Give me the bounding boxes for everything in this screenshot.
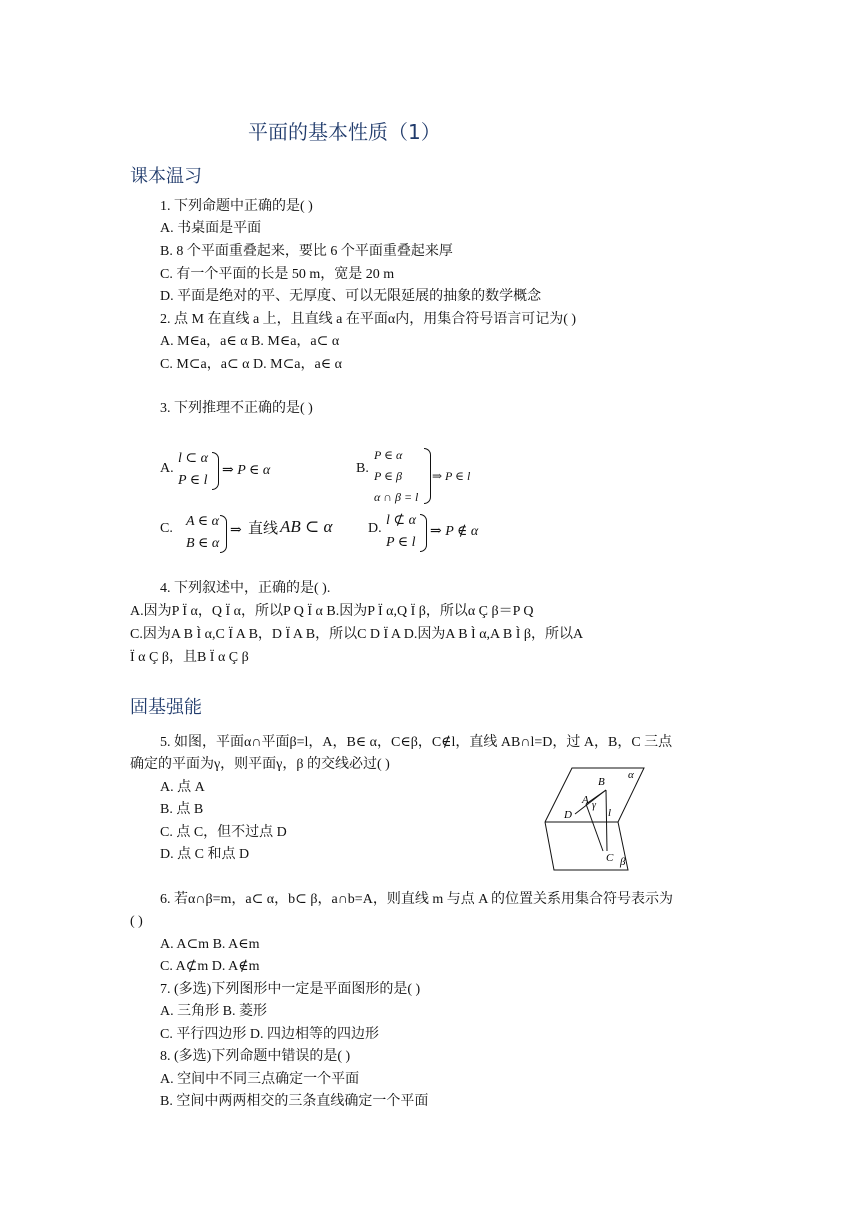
q1-option-b: B. 8 个平面重叠起来，要比 6 个平面重叠起来厚 — [160, 244, 453, 259]
q5-figure-label-beta: β — [620, 856, 626, 868]
q8-option-a: A. 空间中不同三点确定一个平面 — [160, 1072, 360, 1087]
q3-option-c-premise2: B ∈ α — [186, 536, 220, 551]
q3-option-a-conclusion: ⇒ P ∈ α — [222, 463, 271, 478]
page-title: 平面的基本性质（1） — [248, 120, 441, 144]
q3-option-c-label: C. — [160, 521, 173, 536]
q8-stem: 8. (多选)下列命题中错误的是( ) — [160, 1049, 351, 1064]
q7-stem: 7. (多选)下列图形中一定是平面图形的是( ) — [160, 982, 421, 997]
q7-options-ab: A. 三角形 B. 菱形 — [160, 1004, 267, 1019]
q3-option-c-premise1: A ∈ α — [186, 514, 220, 529]
q6-options-cd: C. A⊄m D. A∉m — [160, 959, 260, 974]
q3-option-d-label: D. — [368, 521, 382, 536]
q5-figure-label-a: A — [582, 794, 589, 806]
q3-option-d-brace — [420, 514, 427, 552]
q3-option-b-brace — [424, 448, 431, 504]
q1-option-d: D. 平面是绝对的平、无厚度、可以无限延展的抽象的数学概念 — [160, 289, 542, 304]
q5-option-d: D. 点 C 和点 D — [160, 847, 250, 862]
q3-option-c-conclusion-math: AB ⊂ α — [280, 517, 333, 536]
q1-option-a: A. 书桌面是平面 — [160, 221, 262, 236]
q3-option-c-conclusion-text: 直线 — [248, 521, 279, 537]
q3-option-c-arrow: ⇒ — [230, 523, 242, 538]
q5-figure-label-b: B — [598, 776, 605, 788]
q5-option-c: C. 点 C，但不过点 D — [160, 825, 287, 840]
q1-option-c: C. 有一个平面的长是 50 m，宽是 20 m — [160, 267, 395, 282]
q3-option-a-premise2: P ∈ l — [178, 473, 208, 488]
q5-option-a: A. 点 A — [160, 780, 205, 795]
q3-option-a-premise1: l ⊂ α — [178, 451, 208, 466]
section-heading-review: 课本温习 — [130, 166, 202, 187]
q5-option-b: B. 点 B — [160, 802, 204, 817]
q5-figure-label-l: l — [608, 807, 612, 819]
q2-options-ab: A. M∈a，a∈ α B. M∈a，a⊂ α — [160, 334, 340, 349]
q3-option-b-label: B. — [356, 461, 369, 476]
q5-stem-line-1: 5. 如图，平面α∩平面β=l，A，B∈ α，C∈β，C∉l，直线 AB∩l=D，过 A，B，C 三点 — [160, 735, 673, 750]
q5-figure-label-gamma: γ — [592, 800, 596, 811]
q1-stem: 1. 下列命题中正确的是( ) — [160, 199, 313, 214]
q2-options-cd: C. M⊂a，a⊂ α D. M⊂a，a∈ α — [160, 357, 342, 372]
q3-option-b-conclusion: ⇒ P ∈ l — [432, 469, 471, 483]
section-heading-consolidate: 固基强能 — [130, 697, 202, 718]
q3-option-d-premise1: l ⊄ α — [386, 513, 416, 528]
q3-option-a-label: A. — [160, 461, 174, 476]
q3-option-a-brace — [212, 452, 219, 490]
q4-line-3: Ï α Ç β，且B Ï α Ç β — [130, 650, 249, 665]
q3-stem: 3. 下列推理不正确的是( ) — [160, 401, 313, 416]
q6-options-ab: A. A⊂m B. A∈m — [160, 937, 260, 952]
q3-option-b-premise2: P ∈ β — [374, 469, 402, 483]
q5-stem-line-2: 确定的平面为γ，则平面γ，β 的交线必过( ) — [130, 757, 390, 772]
q6-stem-line-2: ( ) — [130, 914, 143, 929]
q4-line-2: C.因为A B Ì α,C Ï A B，D Ï A B，所以C D Ï A D.因为A B Ì α,A B Ì β，所以A — [130, 627, 584, 642]
q3-option-c-brace — [220, 515, 227, 553]
q6-stem-line-1: 6. 若α∩β=m，a⊂ α，b⊂ β，a∩b=A，则直线 m 与点 A 的位置关系用集合符号表示为 — [160, 892, 674, 907]
q7-options-cd: C. 平行四边形 D. 四边相等的四边形 — [160, 1027, 379, 1042]
q5-figure-label-alpha: α — [628, 769, 634, 781]
q4-line-1: A.因为P Ï α，Q Ï α，所以P Q Ï α B.因为P Ï α,Q Ï β，所以α Ç β＝P Q — [130, 604, 534, 619]
q2-stem: 2. 点 M 在直线 a 上，且直线 a 在平面α内，用集合符号语言可记为( ) — [160, 312, 577, 327]
q5-figure-label-d: D — [564, 809, 572, 821]
q5-figure-label-c: C — [606, 852, 614, 864]
q3-option-d-premise2: P ∈ l — [386, 535, 416, 550]
q4-stem: 4. 下列叙述中，正确的是( ). — [160, 581, 331, 596]
q3-option-d-conclusion: ⇒ P ∉ α — [430, 524, 479, 539]
q3-option-b-premise3: α ∩ β = l — [374, 490, 419, 504]
q5-planes-figure — [540, 764, 650, 874]
q3-option-b-premise1: P ∈ α — [374, 448, 403, 462]
q8-option-b: B. 空间中两两相交的三条直线确定一个平面 — [160, 1094, 429, 1109]
